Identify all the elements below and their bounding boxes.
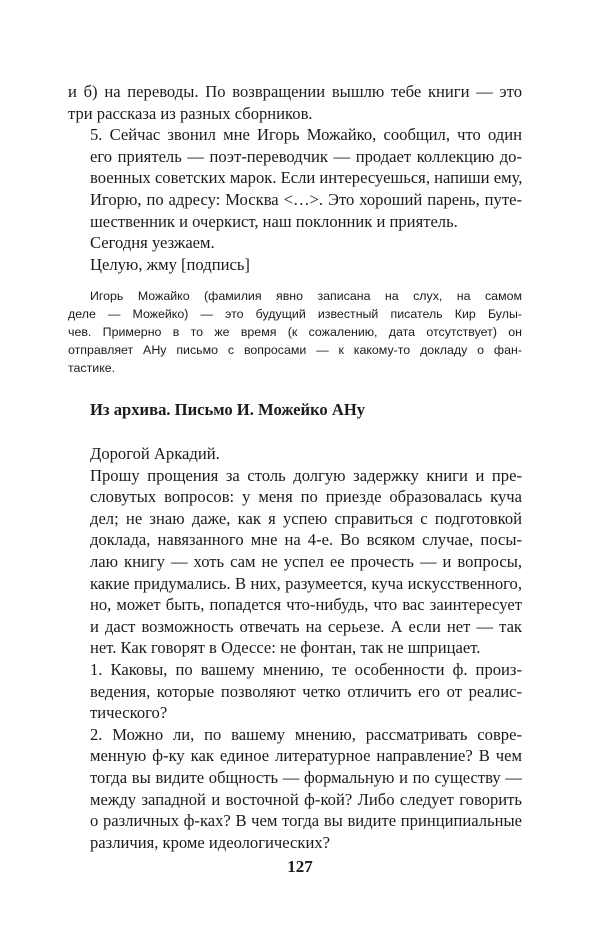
text-line: различия, кроме идеологических?	[90, 832, 331, 852]
text-line: военных советских марок. Если интересуешься, напиши ему,	[90, 168, 523, 188]
paragraph	[68, 254, 522, 276]
text-line: менную ф-ку как единое литературное направление? В чем	[90, 746, 522, 766]
paragraph	[68, 81, 522, 124]
text-line: но, может быть, попадется что-нибудь, что вас заинтересует	[90, 595, 522, 615]
page-number: 127	[287, 857, 313, 876]
text-line: Сегодня уезжаем.	[90, 233, 215, 253]
text-line: Игорю, по адресу: Москва <…>. Это хороший парень, путе-	[90, 189, 522, 209]
text-line: словутых вопросов: у меня по приезде образовалась куча	[90, 487, 522, 507]
paragraph	[68, 232, 522, 254]
text-line: и даст возможность отвечать на серьезе. А если нет — так	[90, 616, 522, 636]
paragraph	[68, 465, 522, 659]
text-line: 1. Каковы, по вашему мнению, те особенности ф. произ-	[90, 659, 522, 679]
text-line: Целую, жму [подпись]	[90, 254, 250, 274]
text-line: 5. Сейчас звонил мне Игорь Можайко, сообщил, что один	[90, 125, 522, 145]
text-line: о различных ф-ках? В чем тогда вы видите принципиальные	[90, 811, 522, 831]
note-line: чев. Примерно в то же время (к сожалению, дата отсутствует) он	[68, 325, 522, 339]
note-line: деле — Можейко) — это будущий известный писатель Кир Булы-	[68, 307, 522, 321]
letter-ending-text	[68, 81, 522, 275]
text-line: ведения, которые позволяют четко отличить его от реалис-	[90, 681, 522, 701]
text-line: его приятель — поэт-переводчик — продает коллекцию до-	[90, 146, 522, 166]
text-line: нет. Как говорят в Одессе: не фонтан, так не шприцает.	[90, 638, 481, 658]
note-line: Игорь Можайко (фамилия явно записана на слух, на самом	[90, 289, 522, 303]
text-line: три рассказа из разных сборников.	[68, 103, 313, 123]
text-line: шественник и очеркист, наш поклонник и приятель.	[90, 211, 458, 231]
text-line: 2. Можно ли, по вашему мнению, рассматривать совре-	[90, 724, 522, 744]
text-line: какие придумались. В них, разумеется, куча искусственного,	[90, 573, 522, 593]
text-line: и б) на переводы. По возвращении вышлю тебе книги — это	[68, 82, 522, 101]
text-line: лаю книгу — хоть сам не успел ее прочесть — и вопросы,	[90, 551, 522, 571]
text-line: тического?	[90, 703, 168, 723]
section-heading: Из архива. Письмо И. Можейко АНу	[90, 400, 366, 419]
text-line: доклада, навязанного мне на 4-е. Во всяком случае, посы-	[90, 530, 522, 550]
note-line: отправляет АНу письмо с вопросами — к какому-то докладу о фан-	[68, 343, 522, 357]
letter-text	[68, 443, 522, 853]
editorial-note	[68, 287, 522, 377]
paragraph	[68, 659, 522, 724]
text-line: Прошу прощения за столь долгую задержку книги и пре-	[90, 465, 522, 485]
paragraph	[68, 124, 522, 232]
text-line: между западной и восточной ф-кой? Либо следует говорить	[90, 789, 522, 809]
text-line: дел; не знаю даже, как я успею справиться с подготовкой	[90, 508, 522, 528]
paragraph	[68, 443, 522, 465]
note-line: тастике.	[68, 361, 116, 375]
paragraph	[68, 724, 522, 854]
text-line: Дорогой Аркадий.	[90, 444, 220, 463]
text-line: тогда вы видите общность — формальную и по существу —	[90, 767, 522, 787]
